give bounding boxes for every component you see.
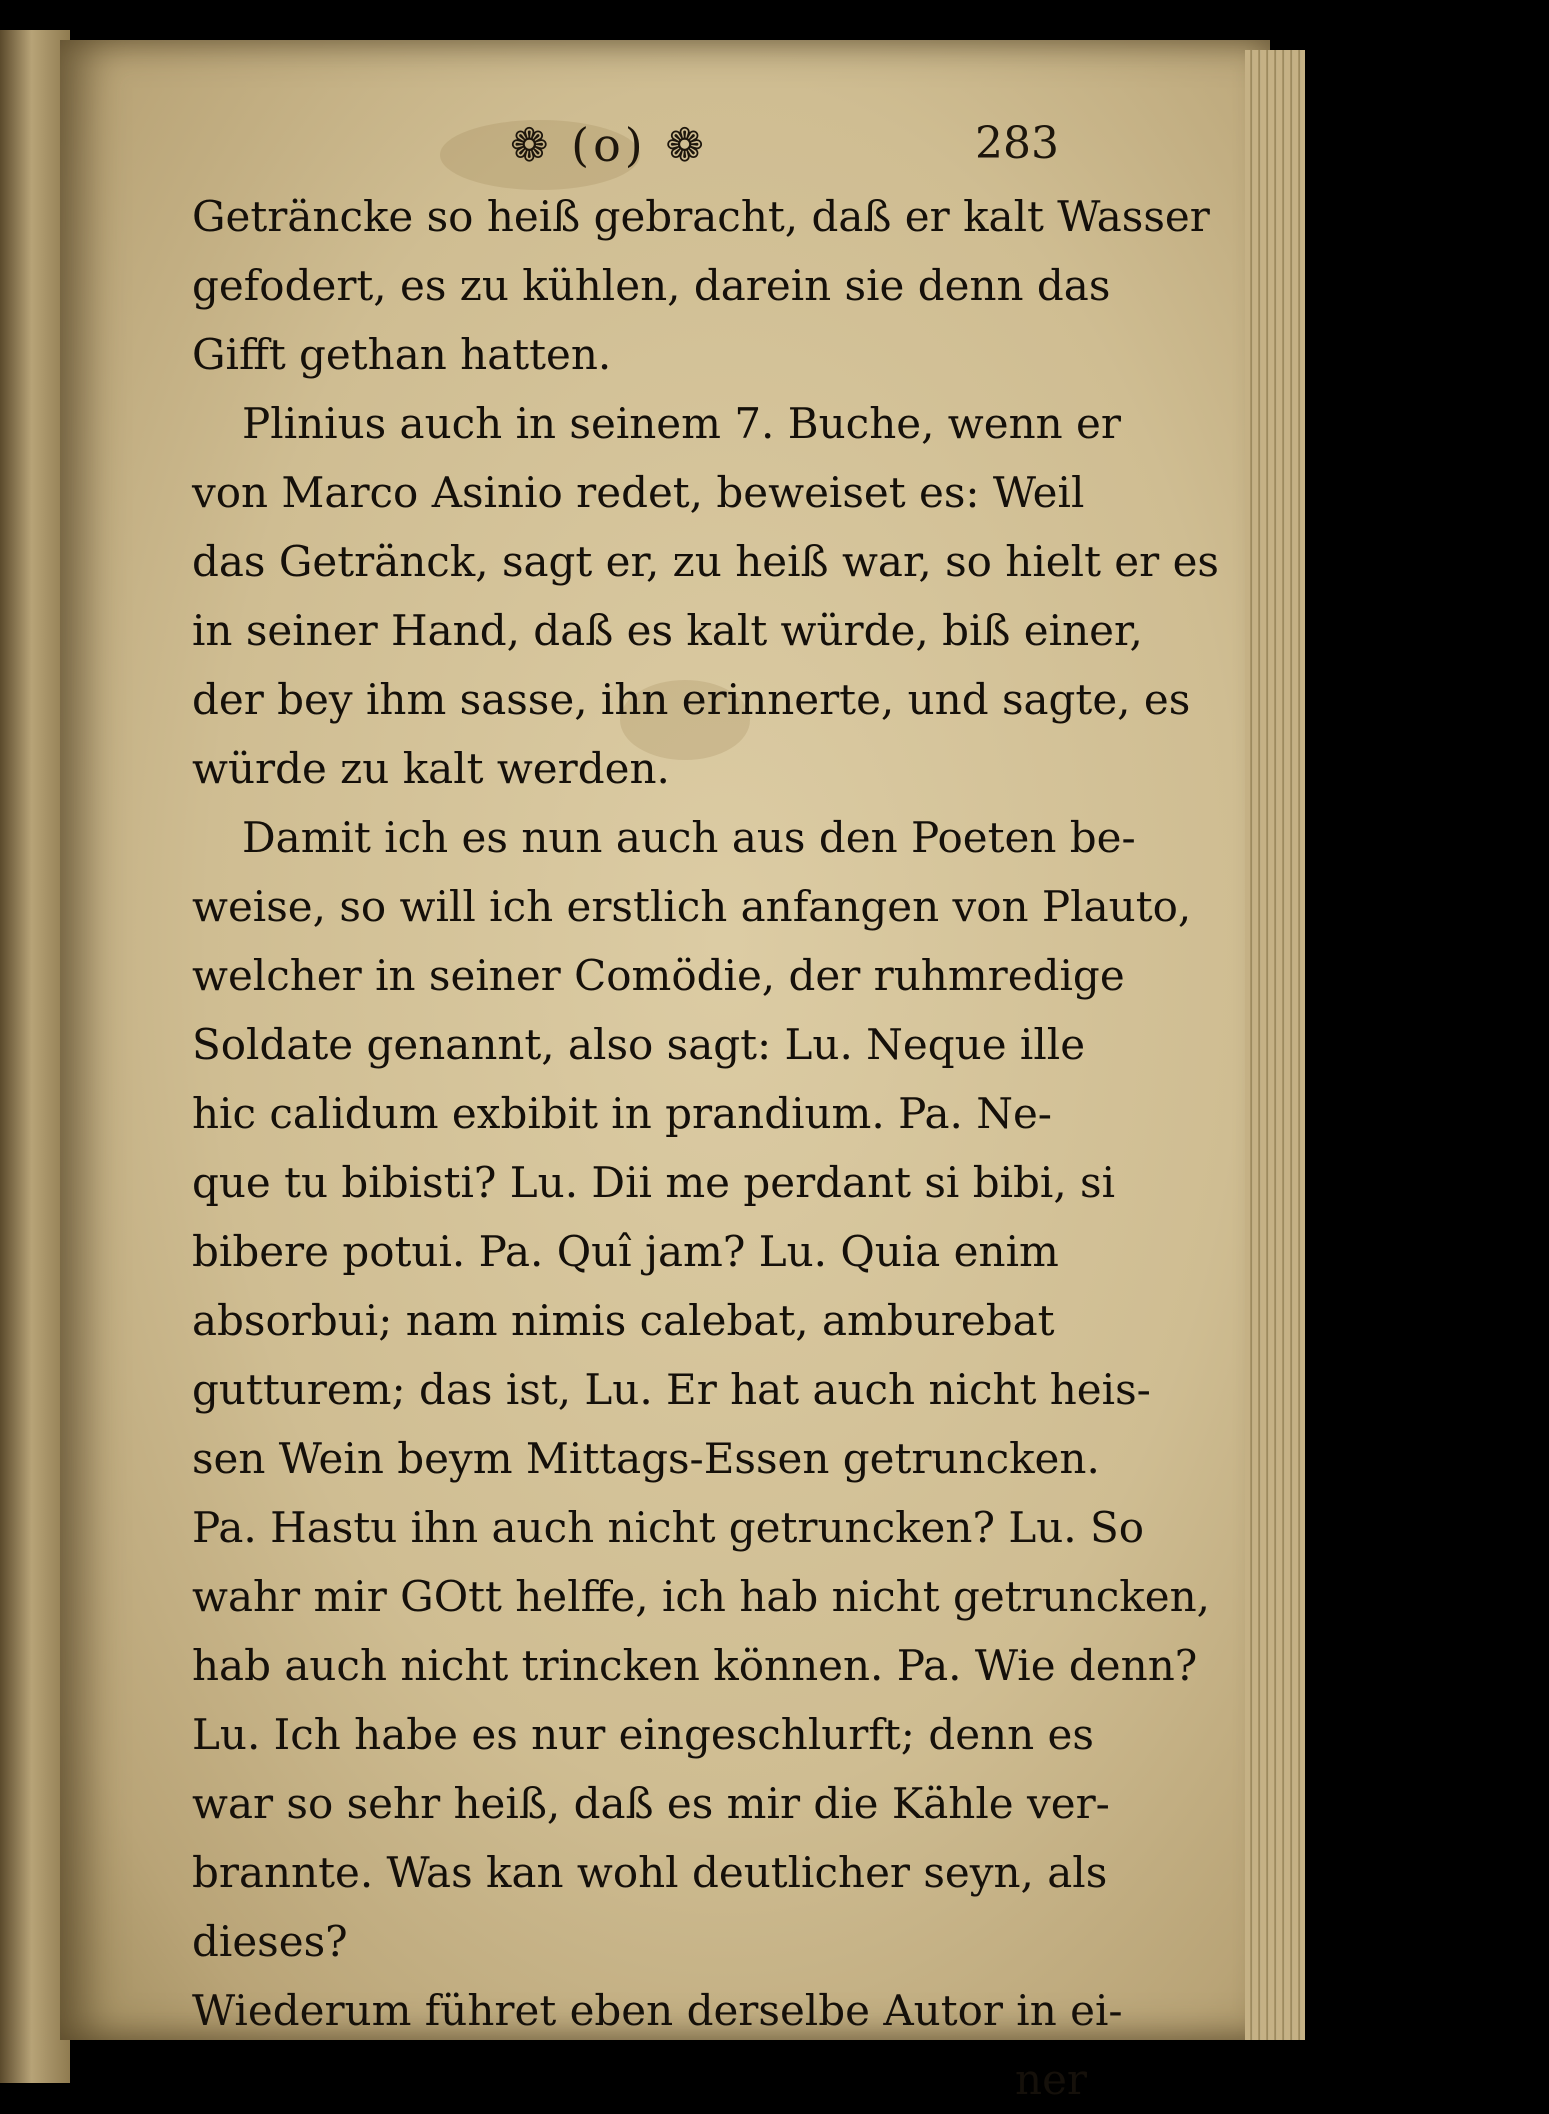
text-line: Plinius auch in seinem 7. Buche, wenn er xyxy=(242,399,1121,448)
text-line: war so sehr heiß, daß es mir die Kähle ver- xyxy=(192,1779,1110,1828)
text-line: Geträncke so heiß gebracht, daß er kalt Wasser xyxy=(192,192,1210,241)
text-line: von Marco Asinio redet, beweiset es: Weil xyxy=(192,468,1085,517)
text-line: Gifft gethan hatten. xyxy=(192,330,612,379)
page-stack-edge xyxy=(1245,50,1305,2040)
text-line: in seiner Hand, daß es kalt würde, biß einer, xyxy=(192,606,1143,655)
text-line: bibere potui. Pa. Quî jam? Lu. Quia enim xyxy=(192,1227,1059,1276)
text-line: ner xyxy=(1015,2055,1087,2104)
text-line: würde zu kalt werden. xyxy=(192,744,670,793)
text-line: absorbui; nam nimis calebat, amburebat xyxy=(192,1296,1055,1345)
text-line: wahr mir GOtt helffe, ich hab nicht getruncken, xyxy=(192,1572,1210,1621)
page-number: 283 xyxy=(975,118,1059,169)
text-line: hic calidum exbibit in prandium. Pa. Ne- xyxy=(192,1089,1052,1138)
text-line: Soldate genannt, also sagt: Lu. Neque ille xyxy=(192,1020,1086,1069)
text-line: gefodert, es zu kühlen, darein sie denn das xyxy=(192,261,1111,310)
text-line: der bey ihm sasse, ihn erinnerte, und sagte, es xyxy=(192,675,1191,724)
text-line: brannte. Was kan wohl deutlicher seyn, als xyxy=(192,1848,1108,1897)
text-line: das Getränck, sagt er, zu heiß war, so hielt er es xyxy=(192,537,1219,586)
text-line: que tu bibisti? Lu. Dii me perdant si bibi, si xyxy=(192,1158,1116,1207)
text-line: hab auch nicht trincken können. Pa. Wie denn? xyxy=(192,1641,1198,1690)
body-text xyxy=(192,182,1219,2114)
page-header-ornament: ❁ (o) ❁ xyxy=(510,118,708,172)
text-line: welcher in seiner Comödie, der ruhmredige xyxy=(192,951,1125,1000)
text-line: Damit ich es nun auch aus den Poeten be- xyxy=(242,813,1136,862)
text-line: gutturem; das ist, Lu. Er hat auch nicht heis- xyxy=(192,1365,1151,1414)
text-line: Wiederum führet eben derselbe Autor in ei- xyxy=(192,1986,1123,2035)
text-line: dieses? xyxy=(192,1917,348,1966)
text-line: Lu. Ich habe es nur eingeschlurft; denn es xyxy=(192,1710,1094,1759)
text-line: Pa. Hastu ihn auch nicht getruncken? Lu. So xyxy=(192,1503,1145,1552)
text-line: sen Wein beym Mittags-Essen getruncken. xyxy=(192,1434,1100,1483)
text-line: weise, so will ich erstlich anfangen von Plauto, xyxy=(192,882,1192,931)
